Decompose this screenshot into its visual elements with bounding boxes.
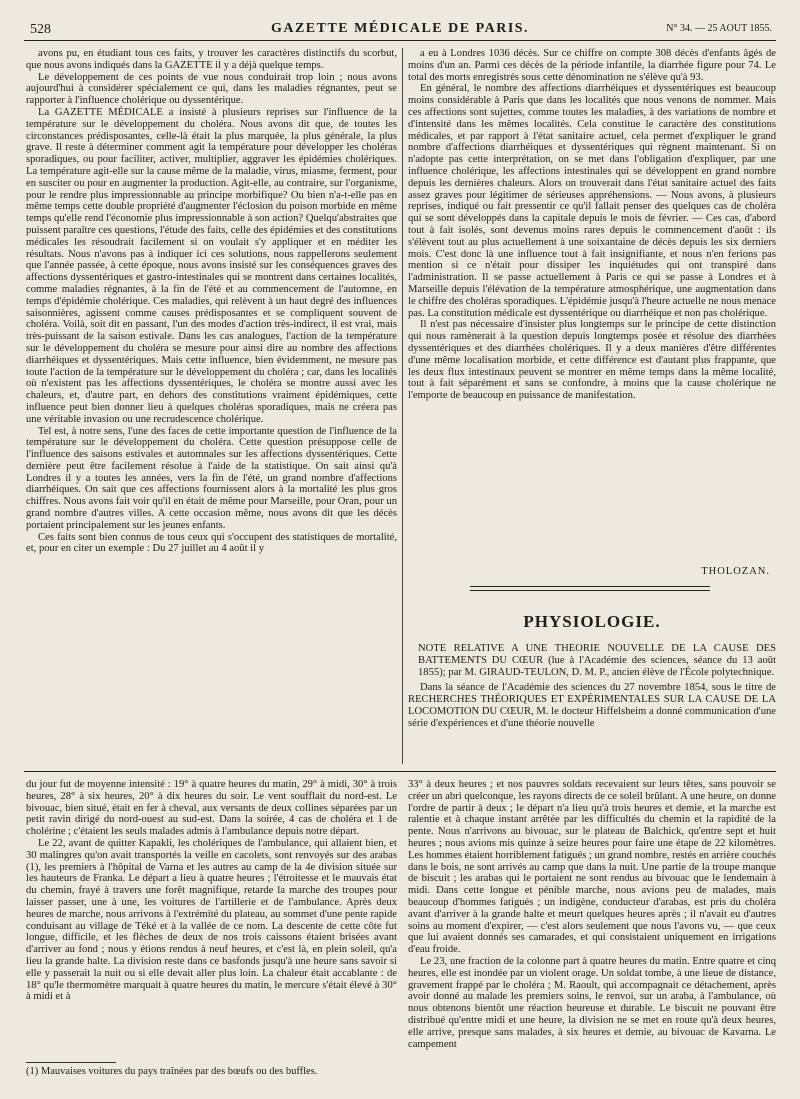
paragraph: 33° à deux heures ; et nos pauvres soldats recevaient sur leurs têtes, sans pouvoir se créer un abri quelconque, les rayons directs de ce soleil brûlant. A une heure, on donne l'ordre de partir à deux ; le départ n'a lieu qu'à trois heures et demie, et la marche est ralentie et à chaque instant arrêtée par les difficultés du chemin et la rapidité de la pente. Nous n'arrivons au bivouac, sur le plateau de Balchick, qu'entre sept et huit heures ; nous avions mis quinze à seize heures pour faire une étape de 22 kilomètres. Les hommes étaient horriblement fatigués ; un grand nombre, restés en arrière couchés dans le bois, ne sont arrivés au camp que dans la nuit. Une partie de la troupe manque de biscuit ; les arabas qui le portaient ne sont rendus au bivouac que le lendemain à midi. Dans cette longue et pénible marche, nous avions peu de malades, mais beaucoup d'hommes fatigués ; un indigène, conducteur d'arabas, est pris du choléra avant d'arriver à la grande halte et meurt quelques heures après ; il n'avait eu d'autres soins au moment d'expirer, — c'est alors seulement que nous l'avons vu, — que ceux que lui avaient donnés ses camarades, et qui consistaient uniquement en irrigations d'eau froide.	[408, 779, 776, 956]
page-number: 528	[30, 22, 51, 37]
paragraph: Ces faits sont bien connus de tous ceux qui s'occupent des statistiques de mortalité, et, pour en citer un exemple : Du 27 juillet au 4 août il y	[26, 531, 397, 555]
paragraph: Le 22, avant de quitter Kapakli, les cholériques de l'ambulance, qui allaient bien, et 30 malingres qu'on avait transportés la veille en cacolets, sont renvoyés sur des arabas (1), les premiers à l'hôpital de Varna et les autres au camp de la 4e division située sur les hauteurs de Franka. Le départ a lieu à quatre heures ; l'étroitesse et le mauvais état du chemin, frayé à travers une forêt magnifique, retarde la marche des troupes pour laisser passer, une à une, les voitures de l'artillerie et de l'ambulance. Après deux heures de marche, nous arrivons à l'extrémité du plateau, au sommet d'une pente rapide conduisant au village de Téké et à la vallée de ce nom. La descente de cette côte fut longue, difficile, et les flèches de deux de nos trois caissons étaient brisées avant d'arriver au fond ; nous y étions rendus à neuf heures, et c'est là, en plein soleil, qu'a lieu la grande halte. La division reste dans ce basfonds jusqu'à une heure sans savoir si elle y passerait la nuit ou si elle devait aller plus loin. La chaleur était accablante : de 18° qu'le thermomètre marquait à quatre heures du matin, le mercure s'était élevé à 30° à midi et à	[26, 837, 397, 1003]
paragraph: Le développement de ces points de vue nous conduirait trop loin ; nous avons aujourd'hui à considérer spécialement ce qui, dans les maladies régnantes, peut se rapporter à l'influence cholérique ou dyssentérique.	[26, 71, 397, 107]
section-rule	[470, 586, 710, 587]
paragraph: Le 23, une fraction de la colonne part à quatre heures du matin. Entre quatre et cinq heures, elle est inondée par un violent orage. Un soldat tombe, à une lieue de distance, gravement frappé par le choléra ; M. Raoult, qui accompagnait ce détachement, après avoir donné au malade les premiers soins, le renvoi, sur un araba, à l'ambulance, où nous obtenons bientôt une réaction heureuse et durable. Le biscuit ne pouvant être distribué qu'entre midi et une heure, la division ne se met en route qu'à deux heures, elle arrive, presque sans malades, à six heures et demie, au bivouac de Kavarna. Le campement	[408, 955, 776, 1050]
journal-title: GAZETTE MÉDICALE DE PARIS.	[270, 21, 530, 36]
article-title: NOTE RELATIVE A UNE THÉORIE NOUVELLE DE LA CAUSE DES BATTEMENTS DU CŒUR (lue à l'Académie des sciences, séance du 13 août 1855); par M. GIRAUD-TEULON, D. M. P., ancien élève de l'École polytechnique.	[418, 643, 776, 678]
paragraph: avons pu, en étudiant tous ces faits, y trouver les caractères distinctifs du scorbut, que nous avons indiqués dans la GAZETTE il y a déjà quelque temps.	[26, 48, 397, 71]
paragraph: La GAZETTE MÉDICALE a insisté à plusieurs reprises sur l'influence de la température sur le développement du choléra. Nous avons dit que, de toutes les circonstances prédisposantes, celle-là était la plus marquée, la plus générale, la plus grave. Il reste à déterminer comment agit la température pour développer les choléras sporadiques, ou pour faciliter, activer, multiplier, aggraver les épidémies cholériques. La température agit-elle sur la cause même de la maladie, virus, miasme, ferment, pour en susciter ou pour en augmenter la production. Agit-elle, au contraire, sur l'organisme, pour le rendre plus impressionnable au principe morbifique? Ou bien n'a-t-elle pas en même temps cette double propriété d'augmenter l'éclosion du poison morbide en même temps qu'elle rend l'économie plus impressionnable à son action? Quelqu'abstraites que puissent paraître ces questions, l'étude des faits, celle des épidémies et des constitutions médicales les résoudrait facilement si on voulait s'y appliquer et en méditer les résultats. Nous n'avons pas à indiquer ici ces solutions, nous rappellerons seulement que l'année passée, à cette époque, nous avons insisté sur les conséquences graves des affections dyssentériques et gastro-intestinales qui se montrent dans certaines localités, comme maladies régnantes, à la fin de l'été et au commencement de l'automne, en temps d'épidémie cholérique. Ces maladies, qui relèvent à un haut degré des influences saisonnières, agissent comme causes prédisposantes et se compliquent souvent de choléra. Voilà, soit dit en passant, l'un des modes d'action très-indirect, il est vrai, mais très-puissant de la saison estivale. Dans les cas analogues, l'action de la température sur le développement du choléra se mesure pour ainsi dire au nombre des affections diarrhéiques et dyssentériques. Mais cette influence, bien évidemment, ne mesure pas toute l'action de la température sur le développement du choléra ; car, dans les localités où n'existent pas les affections dyssentériques, le choléra se montre aussi avec les chaleurs, et, d'autre part, en dehors des constitutions vraiment épidémiques, cette influence peut bien donner lieu à quelques choléras sporadiques, mais ne créera pas une véritable invasion ou une recrudescence cholérique.	[26, 106, 397, 425]
footnote: (1) Mauvaises voitures du pays traînées par des bœufs ou des buffles.	[26, 1066, 318, 1077]
issue-date: N° 34. — 25 AOUT 1855.	[666, 23, 772, 34]
section-rule	[470, 590, 710, 591]
paragraph: En général, le nombre des affections diarrhéiques et dyssentériques est beaucoup moins considérable à Paris que dans les localités que nous venons de nommer. Mais ces affections sont sujettes, comme toutes les maladies, à des variations de nombre et d'intensité dans les mêmes localités. Cela constitue le caractère des constitutions médicales, et par rapport à l'état sanitaire actuel, cela permet d'expliquer le grand nombre d'affections diarrhéiques et dyssentériques qui règnent maintenant. Si on n'adopte pas cette interprétation, on se met dans l'obligation d'expliquer, par une influence cholérique, les affections intestinales qui se développent en grand nombre depuis les dernières chaleurs. Alors on trouverait dans l'état sanitaire actuel des faits assez graves pour légitimer de sérieuses appréhensions. — Nous avons, à plusieurs reprises, indiqué ou fait pressentir ce qu'il fallait penser des quelques cas de choléra qui se sont développés dans la capitale depuis le mois de février. — Ces cas, d'abord tout à fait isolés, sont devenus moins rares depuis le commencement d'août : ils s'élèvent tout au plus actuellement à une soixantaine de décès depuis les six derniers mois. C'est donc là une influence tout à fait insignifiante, et nous n'en ferions pas mention si ce n'était pour dissiper les inquiétudes qui ont transpiré dans l'administration. Il se passe actuellement à Paris ce qui se passe à Londres et à Marseille depuis l'élévation de la température atmosphérique, une augmentation dans le chiffre des choléras sporadiques. L'épidémie jusqu'à l'heure actuelle ne nous menace pas. La constitution médicale est dyssentérique ou diarrhéique et non pas cholérique.	[408, 83, 776, 319]
paragraph: Il n'est pas nécessaire d'insister plus longtemps sur le principe de cette distinction qui nous ramènerait à la question depuis longtemps posée et résolue des diarrhées dyssentériques et des diarrhées cholériques. Il y a deux manières d'être différentes d'une même localisation morbide, et cette différence est d'autant plus frappante, que les deux flux intestinaux peuvent se montrer en même temps dans la même localité, tout à fait séparément et sans se confondre, à moins que la cause cholérique ne l'emporte de beaucoup en puissance de manifestation.	[408, 319, 776, 402]
column-4	[408, 779, 776, 1089]
column-divider	[402, 48, 403, 764]
page-header	[24, 20, 776, 41]
section-title: PHYSIOLOGIE.	[523, 612, 661, 631]
paragraph: du jour fut de moyenne intensité : 19° à quatre heures du matin, 29° à midi, 30° à trois heures, 28° à six heures, 20° à dix heures du soir. Le vent soufflait du nord-est. Le bivouac, bien situé, était en fer à cheval, aux versants de deux collines séparées par un petit ravin dirigé du nord-ouest au sud-est. Dans la soirée, 4 cas de choléra et 1 de cholérine ; c'étaient les seuls malades admis à l'ambulance depuis notre départ.	[26, 779, 397, 838]
column-2	[408, 48, 776, 564]
column-1	[26, 48, 397, 764]
paragraph: a eu à Londres 1036 décès. Sur ce chiffre on compte 308 décès d'enfants âgés de moins d'un an. Parmi ces décès de la période infantile, la diarrhée figure pour 74. Le total des morts enregistrés sous cette dénomination ne s'élève qu'à 93.	[408, 48, 776, 83]
paragraph: Tel est, à notre sens, l'une des faces de cette importante question de l'influence de la température sur le développement du choléra. Cette question présuppose celle de l'influence des saisons estivales et automnales sur les affections dyssentériques. Cette dernière peut être facilement résolue à l'aide de la statistique. On sait ainsi qu'à Londres il y a toutes les années, vers la fin de l'été, un grand nombre d'affections diarrhéiques. On sait que ces affections fournissent alors à la mortalité les plus gros chiffres. Nous avons fait voir qu'il en était de même pour Marseille, pour Oran, pour un grand nombre d'autres villes. A cette occasion même, nous avons dit que les décès portaient principalement sur les jeunes enfants.	[26, 425, 397, 531]
footnote-rule	[26, 1062, 116, 1063]
author-signature: THOLOZAN.	[701, 566, 770, 577]
column-3	[26, 779, 397, 1057]
paragraph: Dans la séance de l'Académie des sciences du 27 novembre 1854, sous le titre de RECHERCHES THÉORIQUES ET EXPÉRIMENTALES SUR LA CAUSE DE LA LOCOMOTION DU CŒUR, M. le docteur Hiffelsheim a donné communication d'une série d'expériences et d'une théorie nouvelle	[408, 682, 776, 729]
horizontal-divider	[24, 771, 776, 772]
physiology-article	[408, 643, 776, 765]
